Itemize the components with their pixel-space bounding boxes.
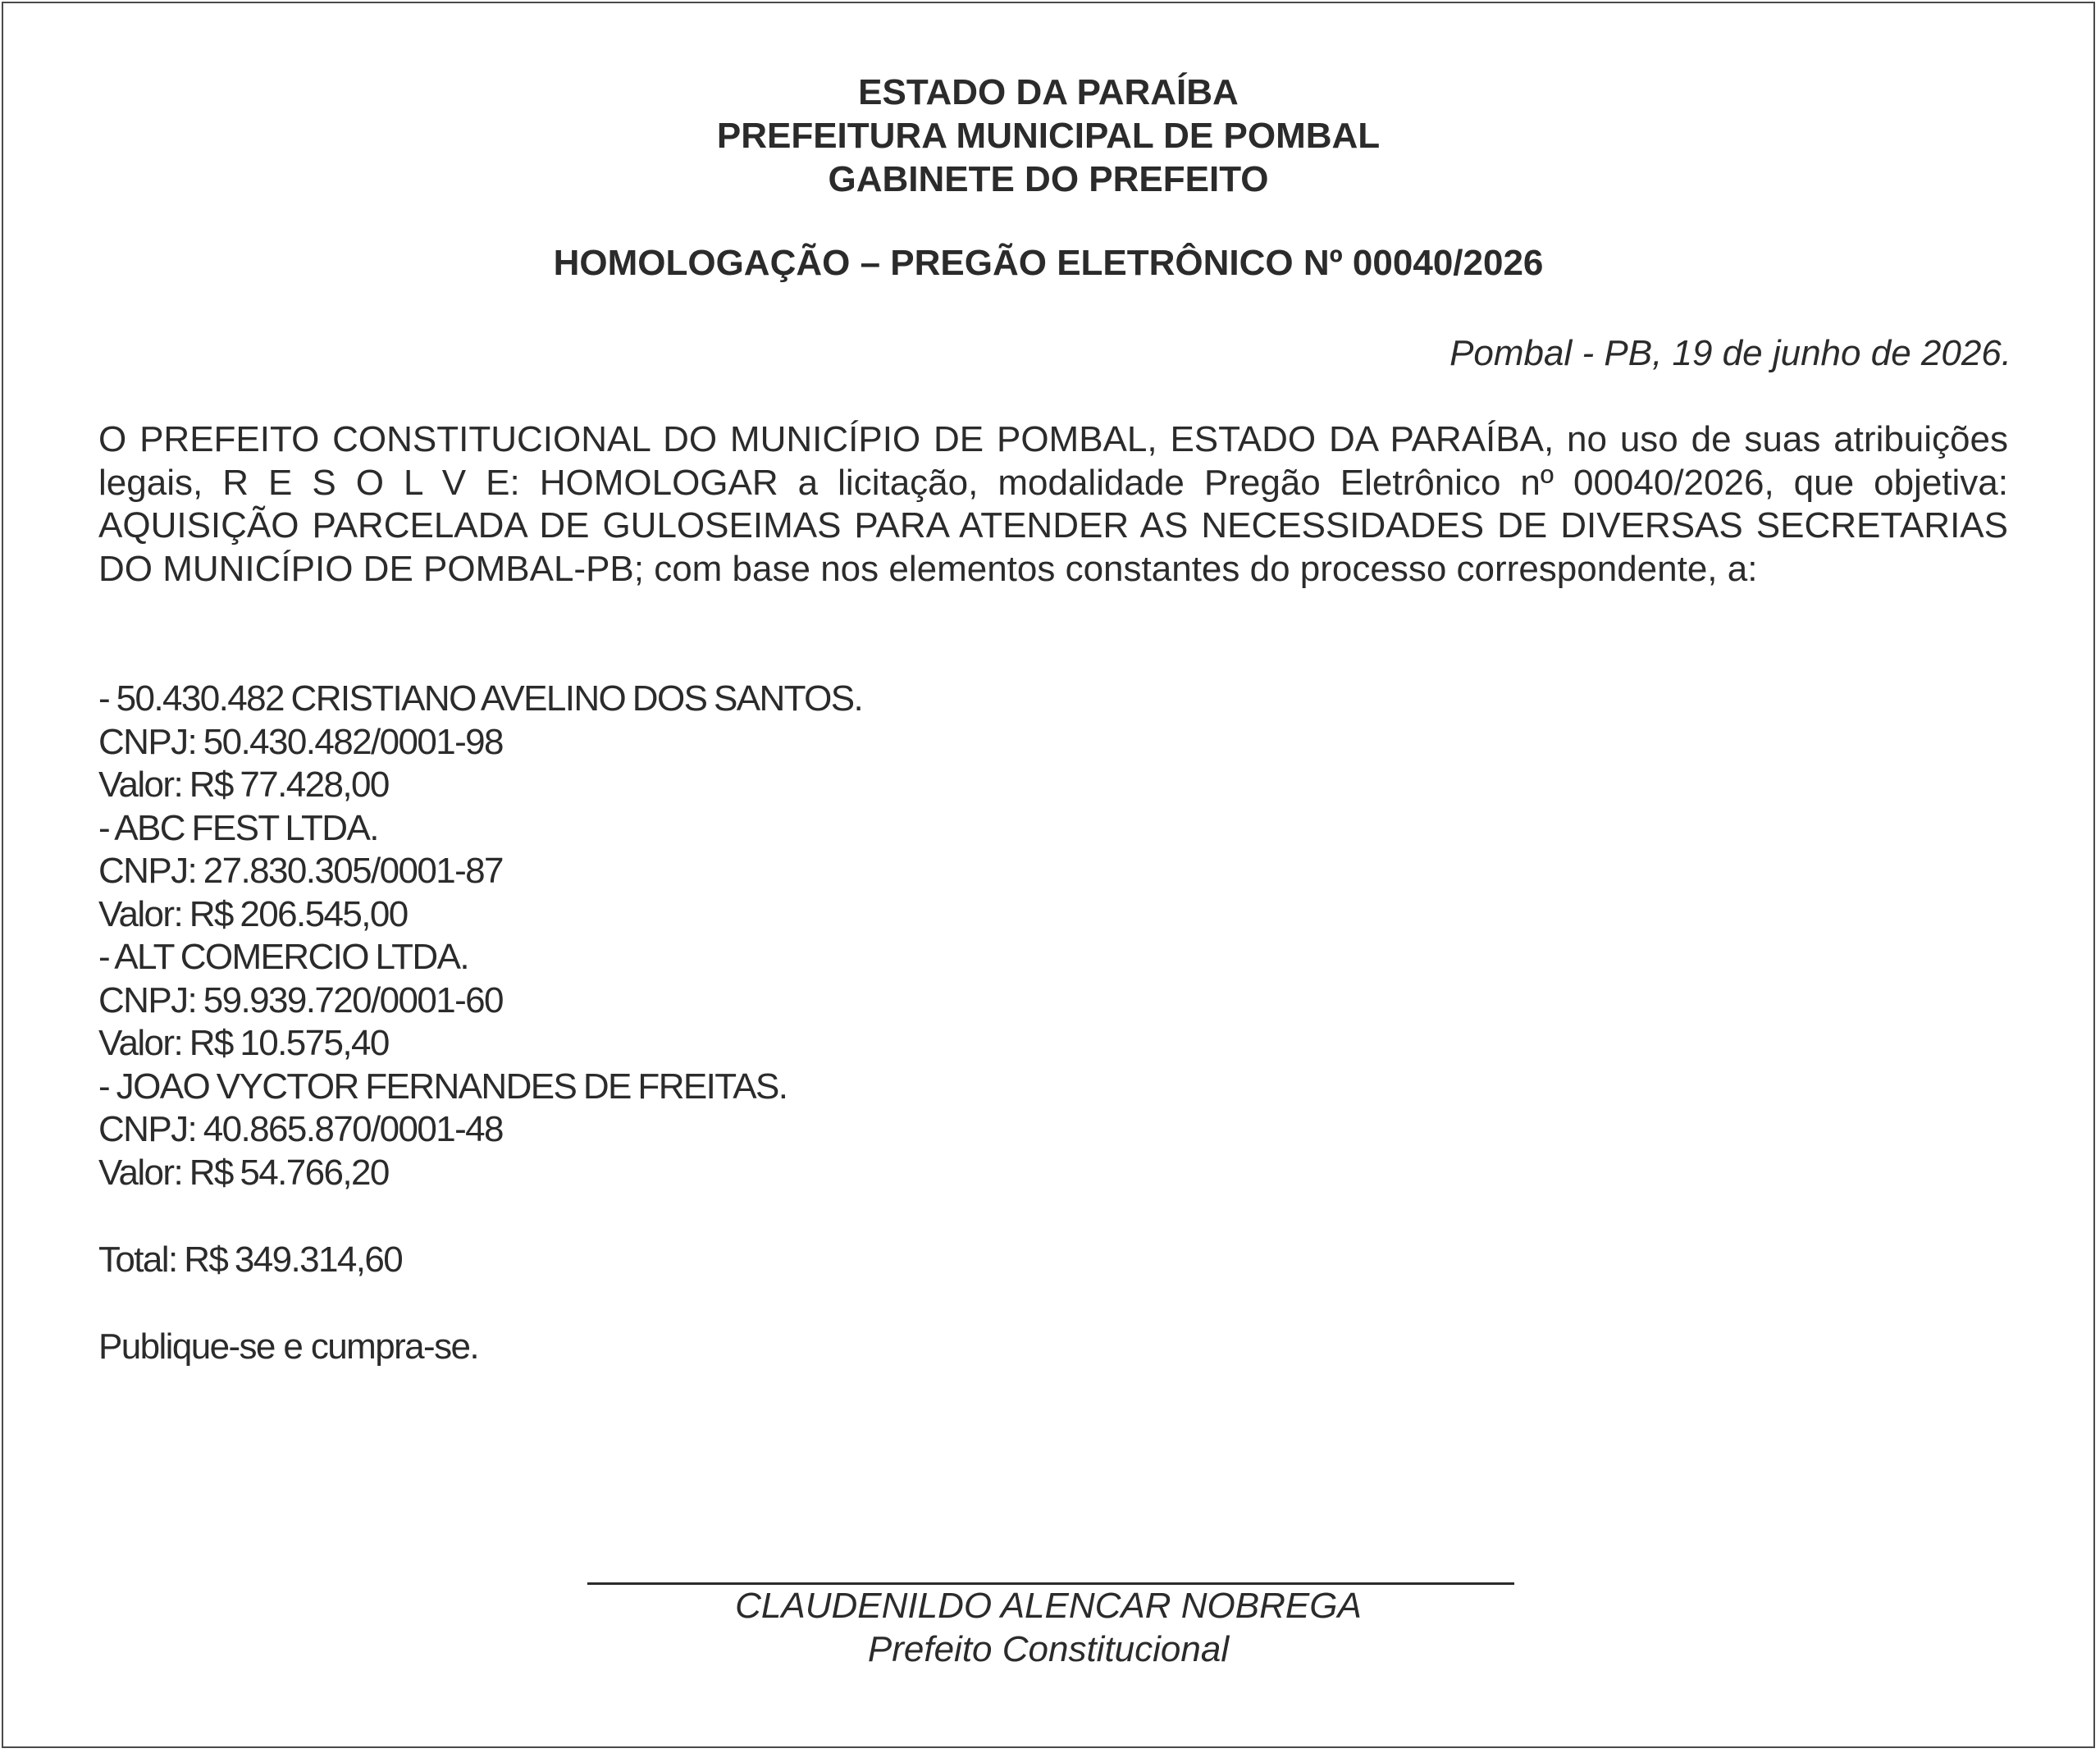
document-date: Pombal - PB, 19 de junho de 2026. xyxy=(1449,333,2011,373)
header-state: ESTADO DA PARAÍBA xyxy=(858,72,1239,112)
document-title: HOMOLOGAÇÃO – PREGÃO ELETRÔNICO Nº 00040/2026 xyxy=(553,243,1544,283)
document-page xyxy=(2,2,2095,1748)
winners-list xyxy=(98,678,862,1194)
winner-cnpj: CNPJ: 50.430.482/0001-98 xyxy=(98,721,503,762)
winner-name: - 50.430.482 CRISTIANO AVELINO DOS SANTOS. xyxy=(98,678,863,719)
total-value: Total: R$ 349.314,60 xyxy=(98,1239,403,1280)
document-header xyxy=(3,71,2093,201)
winner-value: Valor: R$ 77.428,00 xyxy=(98,765,389,805)
winner-cnpj: CNPJ: 59.939.720/0001-60 xyxy=(98,979,503,1020)
signatory-name: CLAUDENILDO ALENCAR NOBREGA xyxy=(735,1586,1362,1626)
winner-cnpj: CNPJ: 40.865.870/0001-48 xyxy=(98,1109,503,1149)
winner-cnpj: CNPJ: 27.830.305/0001-87 xyxy=(98,851,503,891)
winner-name: - ALT COMERCIO LTDA. xyxy=(98,937,468,977)
winner-name: - ABC FEST LTDA. xyxy=(98,807,378,848)
closing-statement: Publique-se e cumpra-se. xyxy=(98,1326,478,1367)
winner-value: Valor: R$ 206.545,00 xyxy=(98,893,408,934)
winner-value: Valor: R$ 10.575,40 xyxy=(98,1023,389,1063)
header-municipality: PREFEITURA MUNICIPAL DE POMBAL xyxy=(716,116,1381,156)
header-office: GABINETE DO PREFEITO xyxy=(828,159,1269,199)
resolution-paragraph: O PREFEITO CONSTITUCIONAL DO MUNICÍPIO DE POMBAL, ESTADO DA PARAÍBA, no uso de suas atribuições legais, R E S O L V E: HOMOLOGAR a licitação, modalidade Pregão Eletrônico nº 00040/2026, que objetiva: AQUISIÇÃO PARCELADA DE GULOSEIMAS PARA ATENDER AS NECESSIDADES DE DIVERSAS SECRETARIAS DO MUNICÍPIO DE POMBAL-PB; com base nos elementos constantes do processo correspondente, a: xyxy=(98,419,2008,589)
signatory-role: Prefeito Constitucional xyxy=(867,1628,1230,1669)
signature-block xyxy=(3,1585,2093,1671)
winner-name: - JOAO VYCTOR FERNANDES DE FREITAS. xyxy=(98,1066,788,1107)
winner-value: Valor: R$ 54.766,20 xyxy=(98,1152,389,1193)
